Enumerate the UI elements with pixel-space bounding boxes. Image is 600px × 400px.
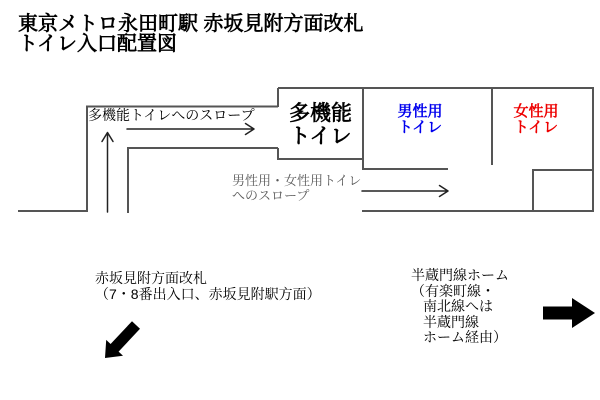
hanzomon-destination-line3: 南北線へは: [423, 298, 493, 314]
womens-toilet-line2: トイレ: [513, 119, 559, 136]
corridor-up-arrow-icon: [102, 133, 113, 213]
slope-to-mens-womens-line1: 男性用・女性用トイレ: [232, 173, 362, 188]
womens-toilet-line1: 女性用: [513, 103, 559, 120]
mens-toilet-line2: トイレ: [397, 119, 443, 136]
multi-function-toilet-line1: 多機能: [289, 102, 352, 125]
hanzomon-destination-label: [411, 268, 509, 346]
hanzomon-destination-line5: ホーム経由）: [423, 329, 507, 345]
multi-function-toilet-label: [278, 102, 363, 148]
multi-function-toilet-line2: トイレ: [289, 125, 352, 148]
down-left-arrow-icon: [100, 314, 146, 362]
hanzomon-destination-line4: 半蔵門線: [423, 313, 479, 330]
page-title-line2: トイレ入口配置図: [18, 33, 177, 55]
hanzomon-destination-line1: 半蔵門線ホーム: [411, 267, 509, 283]
wall-multi-left-lower-and-bottom: [278, 148, 363, 159]
gate-destination-line2: （7・8番出入口、赤坂見附駅方面）: [95, 286, 321, 302]
right-arrow-icon: [540, 294, 598, 332]
down-left-arrow-shape: [105, 321, 140, 358]
slope-to-mens-womens-label: [232, 173, 361, 203]
hanzomon-direction-arrow-icon: [540, 294, 598, 337]
wall-corner-closet: [533, 170, 593, 211]
mens-toilet-label: [363, 104, 477, 136]
womens-toilet-label: [492, 104, 580, 136]
gate-destination-line1: 赤坂見附方面改札: [95, 270, 207, 286]
slope-to-multi-arrow-icon: [127, 124, 254, 135]
mens-toilet-line1: 男性用: [397, 103, 443, 120]
right-arrow-shape: [543, 298, 595, 328]
gate-direction-arrow-icon: [100, 314, 146, 367]
slope-to-mens-womens-line2: へのスロープ: [232, 188, 310, 203]
slope-to-mens-womens-arrow-icon: [362, 186, 448, 197]
hanzomon-destination-line2: （有楽町線・: [411, 282, 495, 299]
gate-destination-label: [95, 270, 321, 302]
slope-to-multi-label: 多機能トイレへのスロープ: [88, 107, 255, 123]
page-title-line1: 東京メトロ永田町駅 赤坂見附方面改札: [18, 13, 364, 35]
